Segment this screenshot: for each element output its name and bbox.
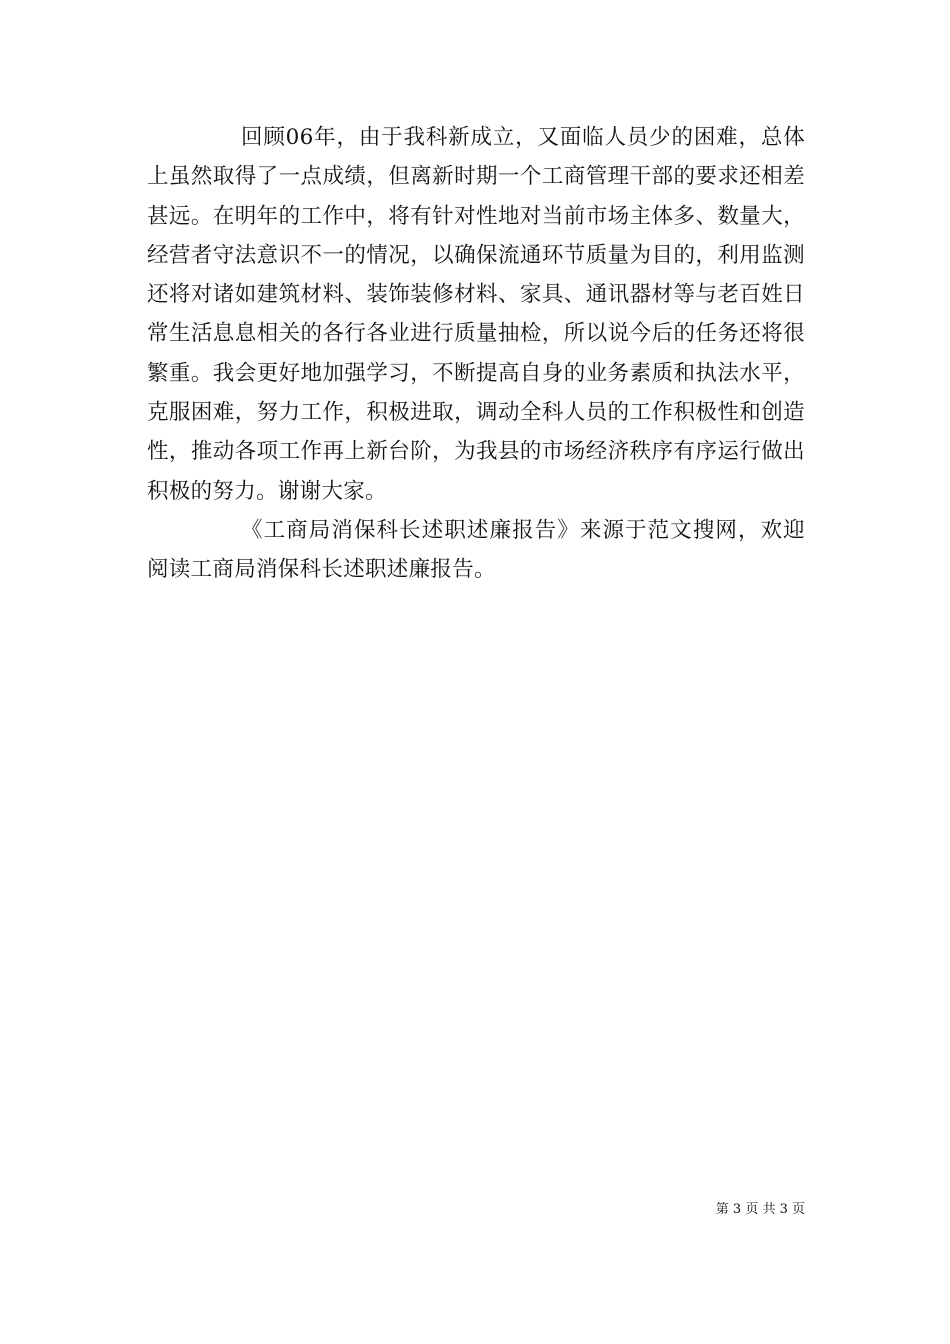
paragraph-source-note: 《工商局消保科长述职述廉报告》来源于范文搜网，欢迎阅读工商局消保科长述职述廉报告。 (147, 517, 805, 583)
document-body (147, 118, 805, 590)
page-number-footer: 第 3 页 共 3 页 (715, 1202, 805, 1217)
paragraph-work-review: 回顾06年，由于我科新成立，又面临人员少的困难，总体上虽然取得了一点成绩，但离新时期一个工商管理干部的要求还相差甚远。在明年的工作中，将有针对性地对当前市场主体多、数量大，经营者守法意识不一的情况，以确保流通环节质量为目的，利用监测还将对诸如建筑材料、装饰装修材料、家具、通讯器材等与老百姓日常生活息息相关的各行各业进行质量抽检，所以说今后的任务还将很繁重。我会更好地加强学习，不断提高自身的业务素质和执法水平，克服困难，努力工作，积极进取，调动全科人员的工作积极性和创造性，推动各项工作再上新台阶，为我县的市场经济秩序有序运行做出积极的努力。谢谢大家。 (147, 125, 805, 504)
